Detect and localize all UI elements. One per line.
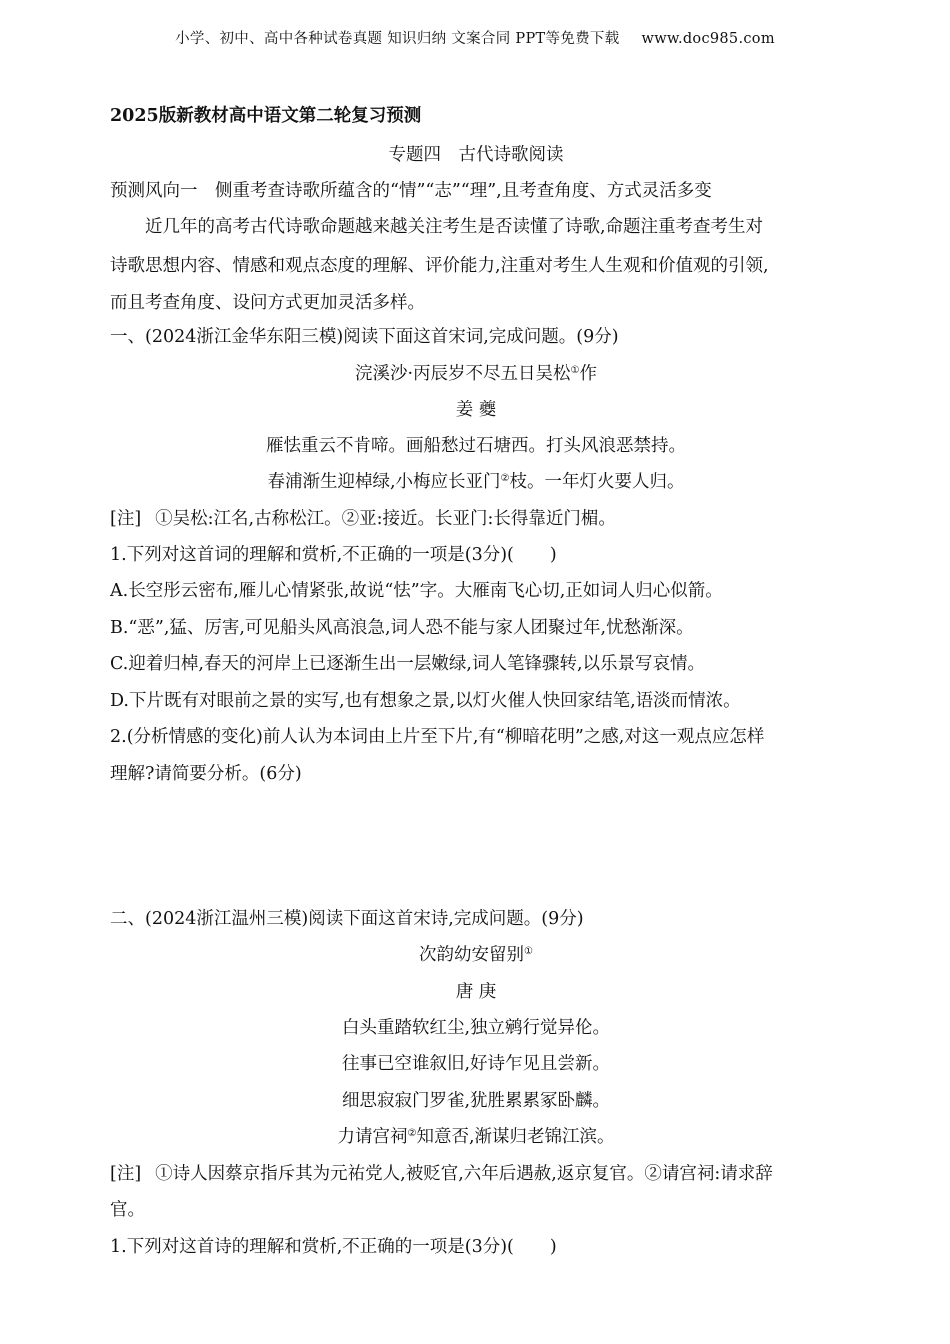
- section2-poem-line-3: 细思寂寂门罗雀,犹胜累累冢卧麟。: [341, 1091, 611, 1111]
- section2-poem-line-4: 力请宫祠②知意否,渐谋归老锦江滨。: [337, 1127, 615, 1147]
- topic-title: 专题四 古代诗歌阅读: [388, 145, 564, 165]
- section1-poem-line-2: 春浦渐生迎棹绿,小梅应长亚门②枝。一年灯火要人归。: [267, 472, 685, 492]
- section2-poem-title: 次韵幼安留别①: [419, 945, 533, 965]
- section1-author: 姜 夔: [455, 400, 497, 420]
- section1-question-2-line-1: 2.(分析情感的变化)前人认为本词由上片至下片,有“柳暗花明”之感,对这一观点应怎样: [110, 727, 765, 747]
- section2-question-1: 1.下列对这首诗的理解和赏析,不正确的一项是(3分)( ): [110, 1237, 557, 1257]
- section2-note-line-2: 官。: [110, 1200, 145, 1220]
- section2-note-line-1: [注] ①诗人因蔡京指斥其为元祐党人,被贬官,六年后遇赦,返京复官。②请宫祠:请求辞: [110, 1164, 773, 1184]
- section1-poem-title: 浣溪沙·丙辰岁不尽五日吴松①作: [354, 364, 598, 384]
- header-text: 小学、初中、高中各种试卷真题 知识归纳 文案合同 PPT等免费下载: [175, 31, 620, 47]
- intro-line-3: 而且考查角度、设问方式更加灵活多样。: [110, 293, 425, 313]
- section1-note: [注] ①吴松:江名,古称松江。②亚:接近。长亚门:长得靠近门楣。: [110, 509, 616, 529]
- intro-line-2: 诗歌思想内容、情感和观点态度的理解、评价能力,注重对考生人生观和价值观的引领,: [110, 256, 769, 276]
- page-header: [0, 27, 950, 48]
- section2-poem-line-2: 往事已空谁叙旧,好诗乍见且尝新。: [341, 1054, 611, 1074]
- section1-question-1: 1.下列对这首词的理解和赏析,不正确的一项是(3分)( ): [110, 545, 557, 565]
- header-url[interactable]: www.doc985.com: [641, 31, 775, 47]
- section1-heading: 一、(2024浙江金华东阳三模)阅读下面这首宋词,完成问题。(9分): [110, 327, 619, 347]
- section1-question-2-line-2: 理解?请简要分析。(6分): [110, 764, 302, 784]
- option-b: B.“恶”,猛、厉害,可见船头风高浪急,词人恐不能与家人团聚过年,忧愁渐深。: [110, 618, 694, 638]
- section2-author: 唐 庚: [455, 982, 497, 1002]
- option-a: A.长空彤云密布,雁儿心情紧张,故说“怯”字。大雁南飞心切,正如词人归心似箭。: [110, 581, 723, 601]
- doc-title: 2025版新教材高中语文第二轮复习预测: [110, 106, 422, 126]
- option-d: D.下片既有对眼前之景的实写,也有想象之景,以灯火催人快回家结笔,语淡而情浓。: [110, 691, 741, 711]
- option-c: C.迎着归棹,春天的河岸上已逐渐生出一层嫩绿,词人笔锋骤转,以乐景写哀情。: [110, 654, 706, 674]
- intro-line-1: 近几年的高考古代诗歌命题越来越关注考生是否读懂了诗歌,命题注重考查考生对: [145, 217, 764, 237]
- section2-poem-line-1: 白头重踏软红尘,独立鹓行觉异伦。: [341, 1018, 611, 1038]
- section1-poem-line-1: 雁怯重云不肯啼。画船愁过石塘西。打头风浪恶禁持。: [266, 436, 686, 456]
- prediction-direction: 预测风向一 侧重考查诗歌所蕴含的“情”“志”“理”,且考查角度、方式灵活多变: [110, 181, 712, 201]
- section2-heading: 二、(2024浙江温州三模)阅读下面这首宋诗,完成问题。(9分): [110, 909, 584, 929]
